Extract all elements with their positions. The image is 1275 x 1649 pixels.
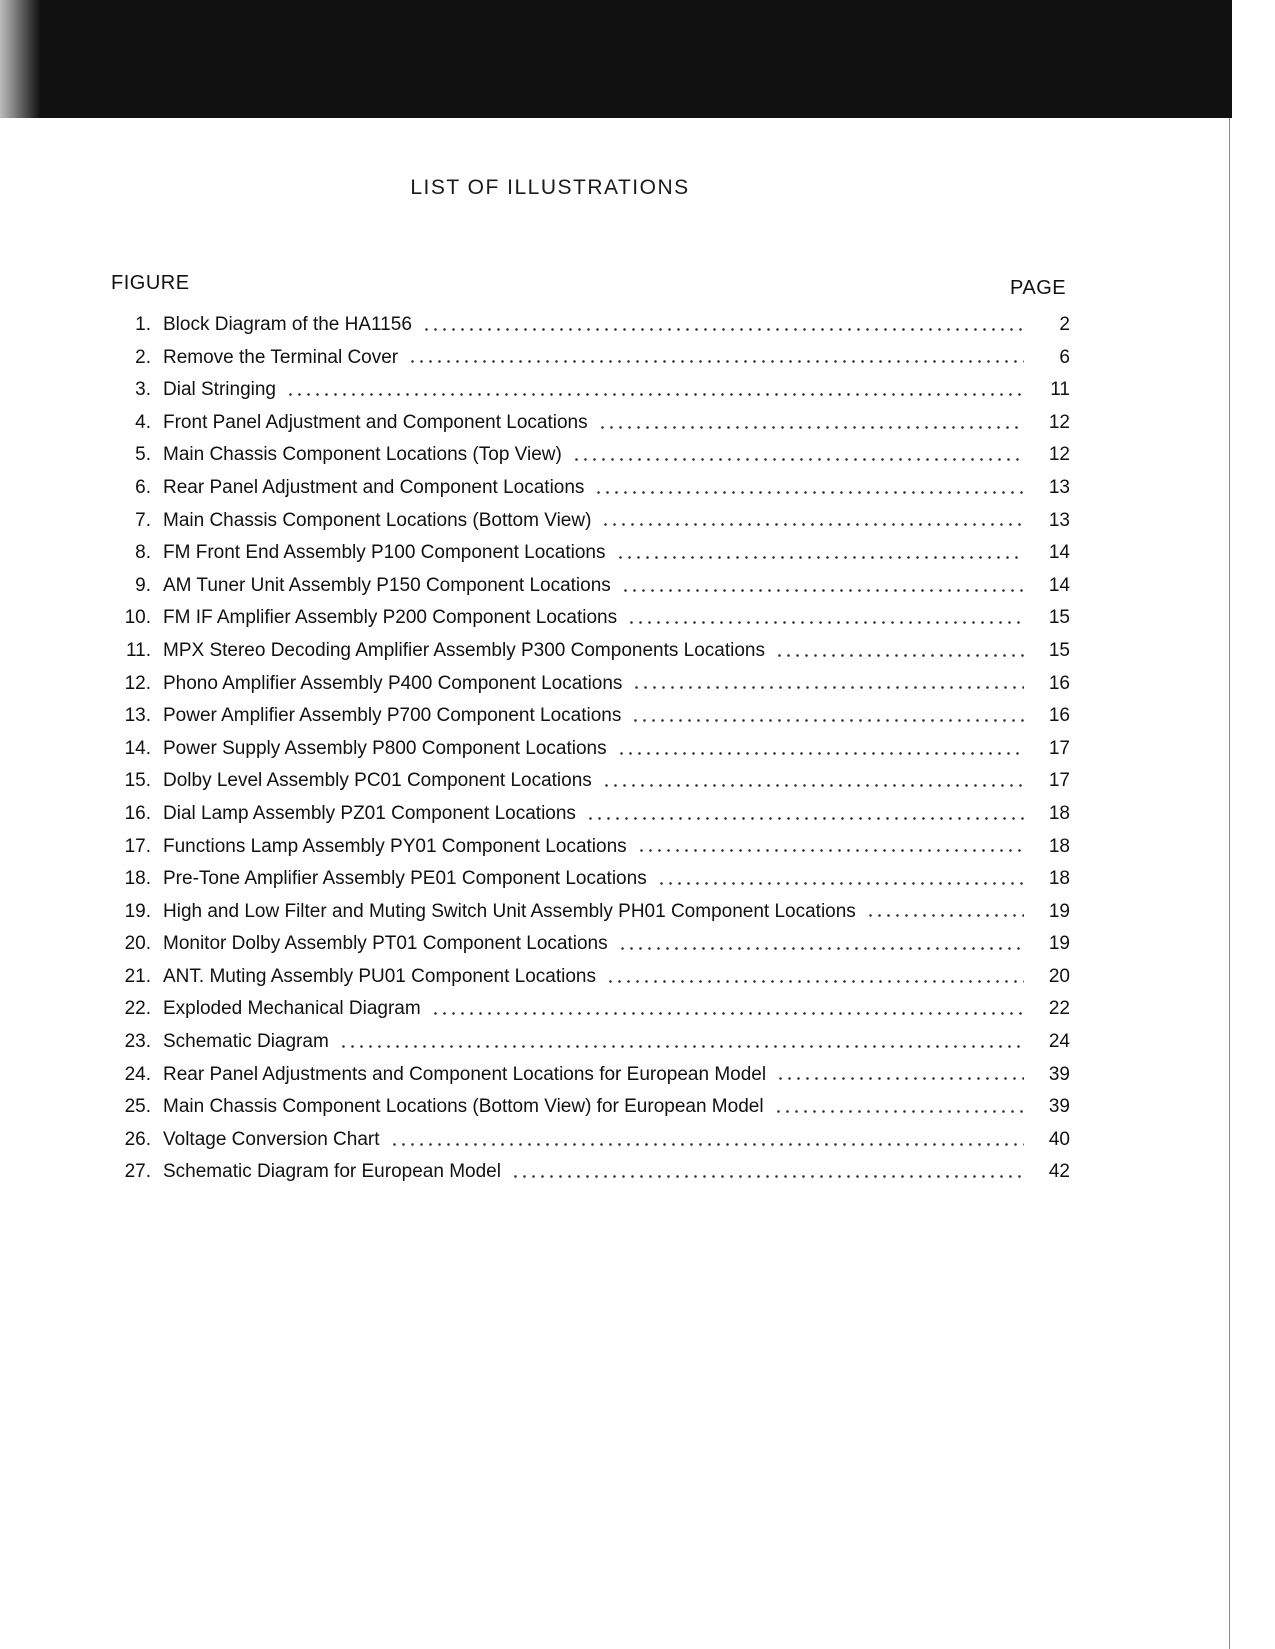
list-item [105,867,1070,900]
page-number: 17 [1048,770,1070,792]
figure-number: 12. [124,672,151,694]
page-number: 20 [1048,965,1070,987]
dot-leader [408,359,1024,364]
figure-number: 24. [124,1063,151,1085]
list-item [105,965,1070,998]
dot-leader [866,913,1024,918]
figure-number: 16. [124,802,151,824]
dot-leader [618,946,1024,951]
dot-leader [511,1174,1024,1179]
page-number: 18 [1048,802,1070,824]
page-number: 13 [1048,509,1070,531]
figure-number: 22. [124,998,151,1020]
page-number: 18 [1048,835,1070,857]
dot-leader [601,522,1024,527]
figure-title: Main Chassis Component Locations (Bottom View) [163,509,592,531]
figure-title: Exploded Mechanical Diagram [163,998,421,1020]
figure-number: 15. [124,770,151,792]
figure-number: 10. [124,607,151,629]
page-number: 15 [1048,607,1070,629]
list-item [105,1095,1070,1128]
figure-title: Pre-Tone Amplifier Assembly PE01 Component Locations [163,868,647,890]
dot-leader [776,1076,1024,1081]
page-number: 24 [1048,1031,1070,1053]
illustrations-list [105,313,1070,1193]
figure-number: 21. [124,965,151,987]
list-item [105,541,1070,574]
dot-leader [594,490,1024,495]
figure-title: High and Low Filter and Muting Switch Unit Assembly PH01 Component Locations [163,900,856,922]
figure-title: Schematic Diagram [163,1031,329,1053]
figure-number: 27. [124,1161,151,1183]
list-item [105,737,1070,770]
figure-number: 26. [124,1128,151,1150]
figure-number: 23. [124,1031,151,1053]
page-number: 19 [1048,900,1070,922]
figure-title: FM Front End Assembly P100 Component Locations [163,542,606,564]
page-number: 12 [1048,411,1070,433]
figure-number: 3. [135,379,151,401]
list-item [105,1128,1070,1161]
dot-leader [602,783,1024,788]
figure-number: 14. [124,737,151,759]
figure-title: Power Supply Assembly P800 Component Locations [163,737,607,759]
page-number: 14 [1048,574,1070,596]
figure-number: 5. [135,444,151,466]
list-item [105,509,1070,542]
list-item [105,443,1070,476]
figure-title: Main Chassis Component Locations (Top View) [163,444,562,466]
figure-title: Block Diagram of the HA1156 [163,314,412,335]
dot-leader [657,881,1024,886]
dot-leader [627,620,1024,625]
figure-title: MPX Stereo Decoding Amplifier Assembly P300 Components Locations [163,639,765,661]
dot-leader [621,588,1024,593]
dot-leader [286,392,1024,397]
figure-title: Dial Lamp Assembly PZ01 Component Locations [163,802,576,824]
page-number: 12 [1048,444,1070,466]
list-item [105,672,1070,705]
figure-title: ANT. Muting Assembly PU01 Component Locations [163,965,596,987]
list-item [105,997,1070,1030]
page-number: 22 [1048,998,1070,1020]
dot-leader [616,555,1024,560]
list-item [105,378,1070,411]
figure-title: Schematic Diagram for European Model [163,1161,501,1183]
list-item [105,1160,1070,1193]
list-item [105,639,1070,672]
list-item [105,704,1070,737]
dot-leader [631,718,1024,723]
figure-number: 11. [125,639,151,661]
figure-number: 20. [124,933,151,955]
list-item [105,411,1070,444]
scanned-header-band [0,0,1232,118]
scan-edge-shading [0,0,40,118]
list-item [105,835,1070,868]
list-item [105,932,1070,965]
figure-number: 17. [124,835,151,857]
dot-leader [431,1011,1024,1016]
figure-title: FM IF Amplifier Assembly P200 Component Locations [163,607,618,629]
page-number: 11 [1050,379,1070,401]
dot-leader [617,751,1024,756]
figure-title: Rear Panel Adjustment and Component Locations [163,476,585,498]
figure-number: 9. [135,574,151,596]
figure-title: Voltage Conversion Chart [163,1128,380,1150]
figure-number: 4. [135,411,151,433]
list-item [105,802,1070,835]
figure-title: Monitor Dolby Assembly PT01 Component Locations [163,933,608,955]
dot-leader [390,1142,1024,1147]
list-item [105,900,1070,933]
figure-title: Functions Lamp Assembly PY01 Component Locations [163,835,627,857]
dot-leader [632,685,1024,690]
figure-number: 25. [124,1096,151,1118]
page-number: 15 [1048,639,1070,661]
figure-number: 2. [135,346,151,368]
figure-title: AM Tuner Unit Assembly P150 Component Locations [163,574,611,596]
page-number: 13 [1048,476,1070,498]
page-number: 17 [1048,737,1070,759]
figure-number: 6. [135,476,151,498]
page-number: 6 [1059,346,1070,368]
page-number: 14 [1048,542,1070,564]
dot-leader [339,1044,1024,1049]
dot-leader [586,816,1024,821]
figure-number: 8. [135,542,151,564]
figure-title: Rear Panel Adjustments and Component Locations for European Model [163,1063,767,1085]
page-edge-line [1229,118,1230,1649]
figure-number: 18. [124,868,151,890]
page-number: 2 [1059,314,1070,335]
list-item [105,1030,1070,1063]
list-item [105,346,1070,379]
page-number: 40 [1048,1128,1070,1150]
figure-title: Main Chassis Component Locations (Bottom View) for European Model [163,1096,764,1118]
figure-number: 19. [124,900,151,922]
dot-leader [775,653,1024,658]
page-number: 16 [1048,672,1070,694]
figure-title: Front Panel Adjustment and Component Locations [163,411,588,433]
figure-number: 7. [135,509,151,531]
page-number: 19 [1048,933,1070,955]
list-item [105,574,1070,607]
list-item [105,313,1070,346]
page-number: 18 [1048,868,1070,890]
dot-leader [572,457,1024,462]
page-number: 39 [1048,1096,1070,1118]
figure-title: Power Amplifier Assembly P700 Component Locations [163,705,622,727]
figure-number: 1. [135,314,151,335]
page-title: LIST OF ILLUSTRATIONS [410,176,690,199]
figure-title: Remove the Terminal Cover [163,346,399,368]
figure-number: 13. [124,705,151,727]
figure-title: Dial Stringing [163,379,276,401]
page-number: 39 [1048,1063,1070,1085]
dot-leader [422,327,1024,332]
dot-leader [774,1109,1024,1114]
dot-leader [637,848,1024,853]
page-number: 16 [1048,705,1070,727]
dot-leader [598,425,1024,430]
figure-title: Dolby Level Assembly PC01 Component Locations [163,770,592,792]
list-item [105,476,1070,509]
dot-leader [606,979,1024,984]
figure-column-header: FIGURE [111,272,190,294]
list-item [105,1063,1070,1096]
list-item [105,769,1070,802]
page-column-header: PAGE [1010,277,1067,299]
page-number: 42 [1048,1161,1070,1183]
list-item [105,606,1070,639]
figure-title: Phono Amplifier Assembly P400 Component Locations [163,672,623,694]
